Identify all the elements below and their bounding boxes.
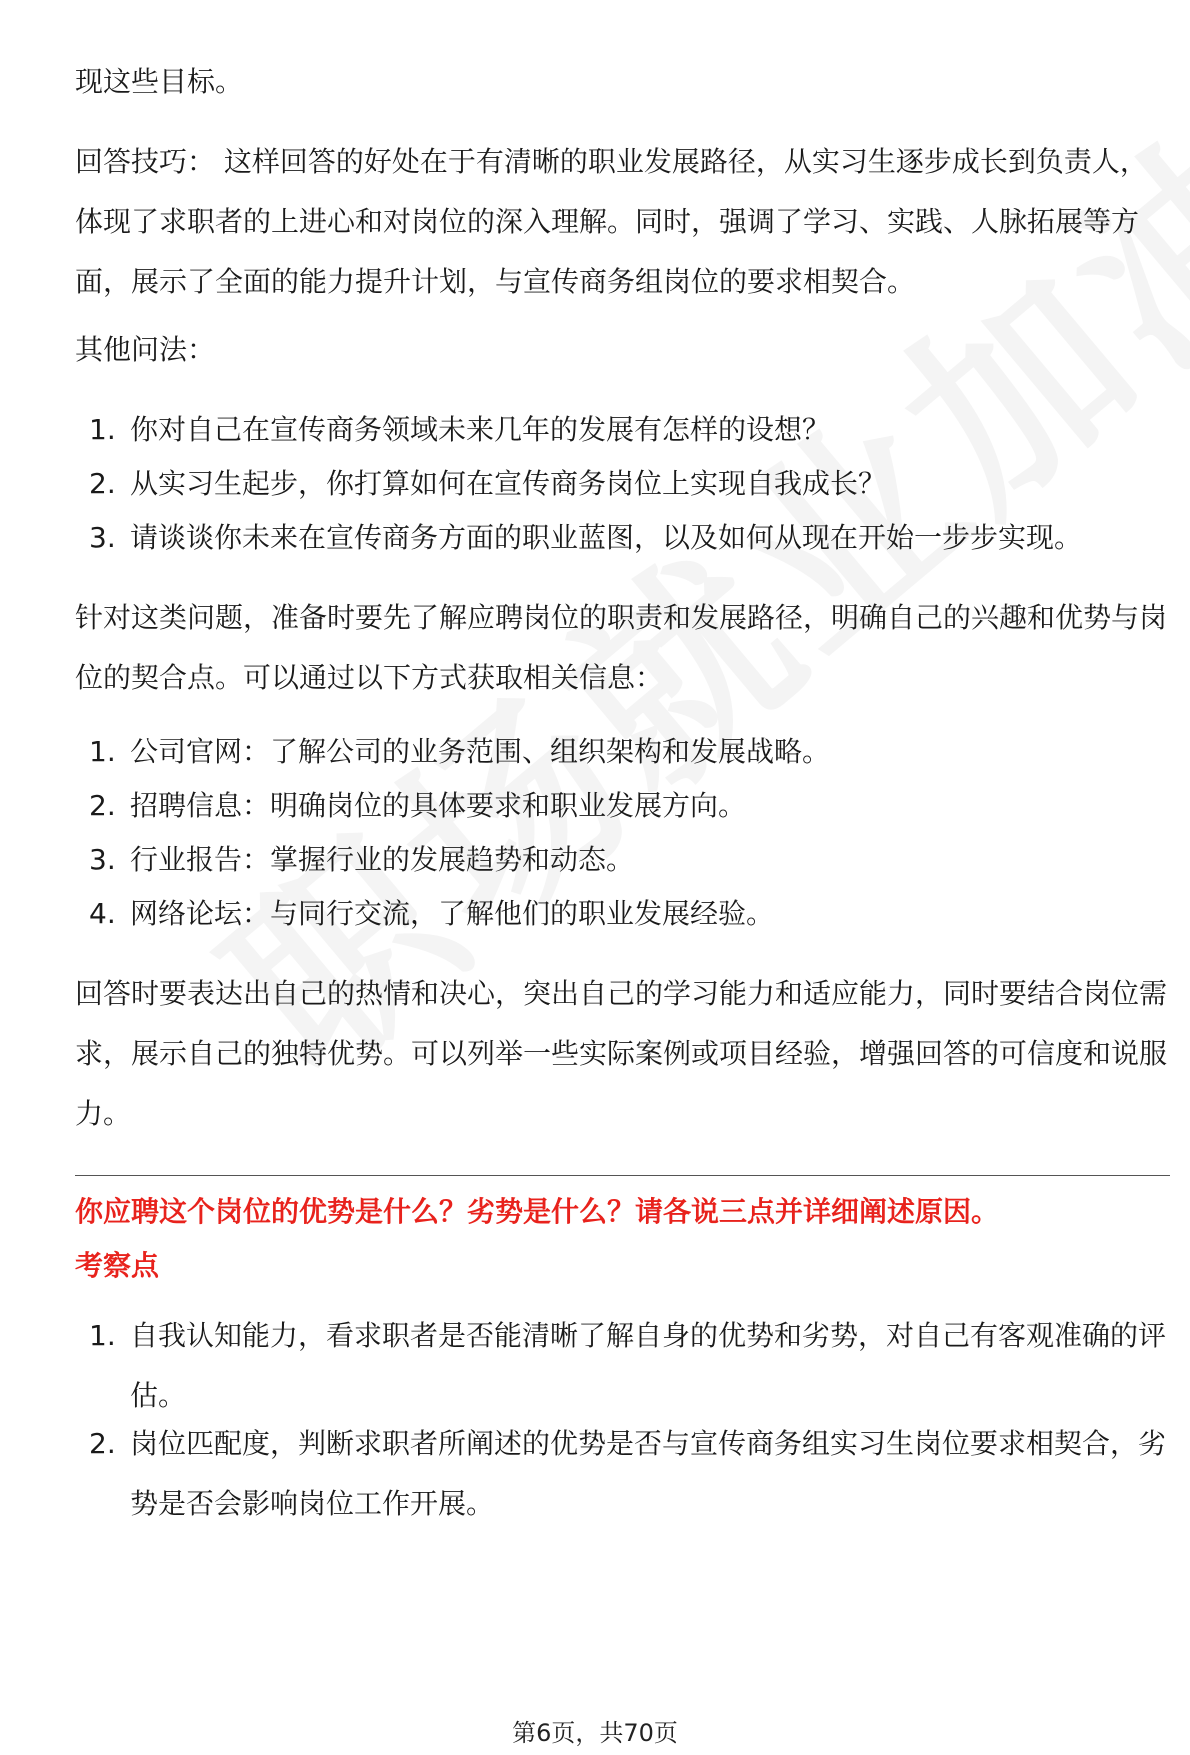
- list-number: 2.: [89, 1427, 116, 1460]
- list-item: [75, 1414, 1170, 1534]
- list-text: 招聘信息：明确岗位的具体要求和职业发展方向。: [130, 789, 747, 822]
- list-number: 1.: [89, 1319, 116, 1352]
- list-text: 你对自己在宣传商务领域未来几年的发展有怎样的设想？: [130, 413, 831, 446]
- list-text: 请谈谈你未来在宣传商务方面的职业蓝图，以及如何从现在开始一步步实现。: [130, 521, 1083, 554]
- list-number: 3.: [89, 843, 116, 876]
- list-number: 2.: [89, 467, 116, 500]
- answer-tips-paragraph: 回答技巧： 这样回答的好处在于有清晰的职业发展路径，从实习生逐步成长到负责人，体现了求职者的上进心和对岗位的深入理解。同时，强调了学习、实践、人脉拓展等方面，展示了全面的能力提升计划，与宣传商务组岗位的要求相契合。: [75, 145, 1148, 298]
- list-item: [75, 722, 1170, 782]
- list-item: [75, 508, 1170, 568]
- list-number: 2.: [89, 789, 116, 822]
- list-text: 公司官网：了解公司的业务范围、组织架构和发展战略。: [130, 735, 831, 768]
- list-item: [75, 884, 1170, 944]
- list-item: [75, 1306, 1170, 1426]
- answer-paragraph: 回答时要表达出自己的热情和决心，突出自己的学习能力和适应能力，同时要结合岗位需求，展示自己的独特优势。可以列举一些实际案例或项目经验，增强回答的可信度和说服力。: [75, 977, 1168, 1130]
- intro-paragraph: 现这些目标。: [75, 65, 244, 98]
- list-item: [75, 454, 1170, 514]
- list-number: 4.: [89, 897, 116, 930]
- prepare-paragraph: 针对这类问题，准备时要先了解应聘岗位的职责和发展路径，明确自己的兴趣和优势与岗位的契合点。可以通过以下方式获取相关信息：: [75, 601, 1168, 694]
- list-text: 网络论坛：与同行交流，了解他们的职业发展经验。: [130, 897, 775, 930]
- assess-heading: 考察点: [75, 1249, 160, 1282]
- list-text: 从实习生起步，你打算如何在宣传商务岗位上实现自我成长？: [130, 467, 887, 500]
- list-number: 3.: [89, 521, 116, 554]
- list-text: 自我认知能力，看求职者是否能清晰了解自身的优势和劣势，对自己有客观准确的评估。: [130, 1319, 1167, 1412]
- list-item: [75, 830, 1170, 890]
- other-questions-label: 其他问法：: [75, 333, 216, 366]
- section-divider: [75, 1175, 1170, 1176]
- list-text: 岗位匹配度，判断求职者所阐述的优势是否与宣传商务组实习生岗位要求相契合，劣势是否会影响岗位工作开展。: [130, 1427, 1167, 1520]
- list-item: [75, 400, 1170, 460]
- list-text: 行业报告：掌握行业的发展趋势和动态。: [130, 843, 635, 876]
- page-footer: 第6页，共70页: [512, 1719, 678, 1747]
- list-number: 1.: [89, 735, 116, 768]
- list-number: 1.: [89, 413, 116, 446]
- question-heading: 你应聘这个岗位的优势是什么？劣势是什么？请各说三点并详细阐述原因。: [75, 1195, 1000, 1228]
- list-item: [75, 776, 1170, 836]
